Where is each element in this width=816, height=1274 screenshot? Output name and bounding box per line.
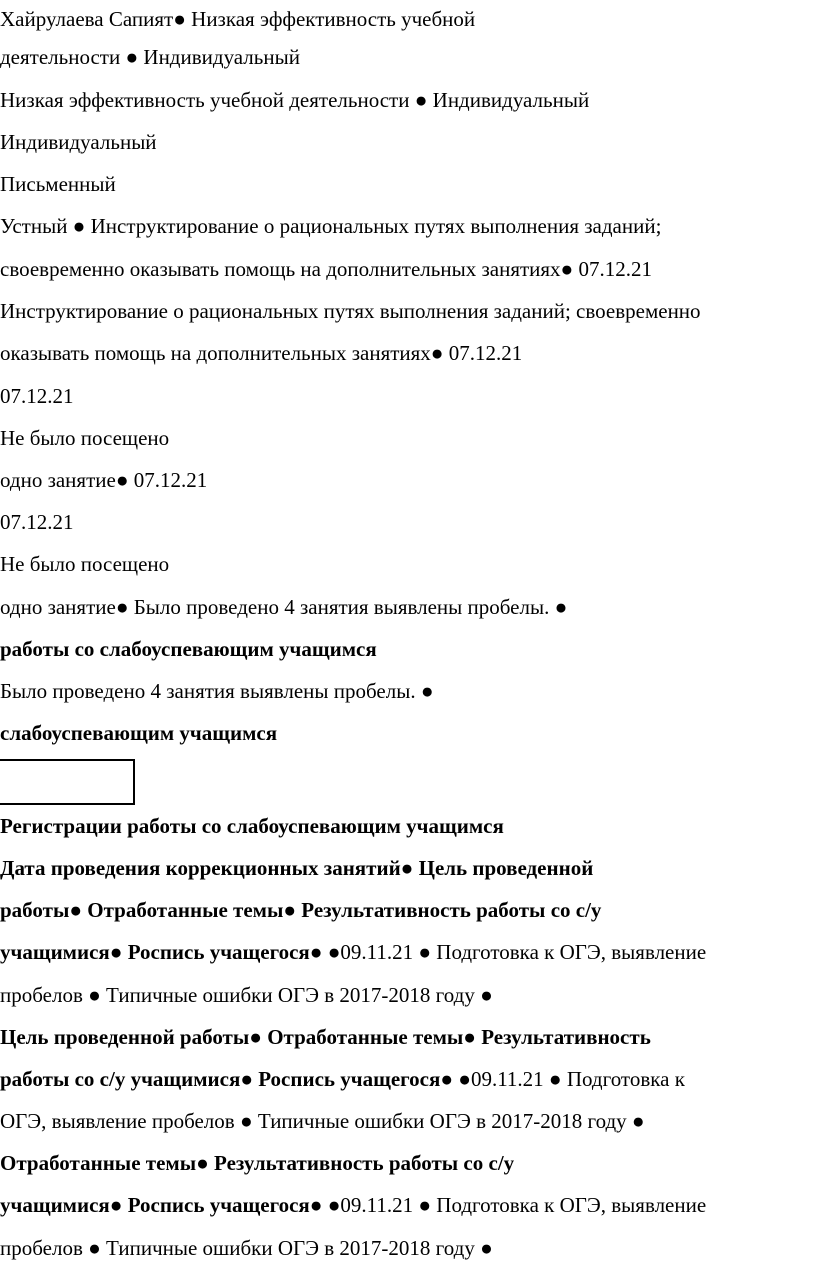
bold-segment: учащимися● Роспись учащегося● [0,1193,328,1217]
text-line [0,1236,493,1260]
text-line: 07.12.21 [0,510,74,534]
bold-line: слабоуспевающим учащимся [0,721,278,745]
normal-segment: пробелов ● Типичные ошибки ОГЭ в 2017-2018 году ● [0,1236,493,1260]
text-line: своевременно оказывать помощь на дополнительных занятиях● 07.12.21 [0,257,652,281]
normal-segment: ●09.11.21 ● Подготовка к ОГЭ, выявление [327,1193,707,1217]
normal-segment: ОГЭ, выявление пробелов ● Типичные ошибки ОГЭ в 2017-2018 году ● [0,1109,645,1133]
normal-segment: ●09.11.21 ● Подготовка к [458,1067,685,1091]
text-line: Хайрулаева Сапият● Низкая эффективность учебной [0,7,476,31]
text-line [0,940,706,964]
bold-segment: учащимися● Роспись учащегося● [0,940,328,964]
text-line: деятельности ● Индивидуальный [0,45,300,69]
text-line: Инструктирование о рациональных путях выполнения заданий; своевременно [0,299,701,323]
bold-segment: работы● Отработанные темы● Результативность работы со с/у [0,898,602,922]
text-line: оказывать помощь на дополнительных занятиях● 07.12.21 [0,341,523,365]
text-line [0,1025,651,1049]
empty-box [0,759,135,805]
text-line: Было проведено 4 занятия выявлены пробелы. ● [0,679,434,703]
text-line: Не было посещено [0,426,170,450]
text-line [0,1067,685,1091]
bold-segment: Отработанные темы● Результативность работы со с/у [0,1151,515,1175]
text-line [0,898,601,922]
bold-line: Дата проведения коррекционных занятий● Цель проведенной [0,856,594,880]
text-line: одно занятие● 07.12.21 [0,468,208,492]
text-line: 07.12.21 [0,384,74,408]
text-line: Письменный [0,172,116,196]
bold-segment: Цель проведенной работы● Отработанные темы● Результативность [0,1025,651,1049]
normal-segment: пробелов ● Типичные ошибки ОГЭ в 2017-2018 году ● [0,983,493,1007]
text-line: Индивидуальный [0,130,157,154]
text-line [0,1151,514,1175]
text-line [0,1193,706,1217]
text-line: одно занятие● Было проведено 4 занятия выявлены пробелы. ● [0,595,568,619]
text-line: Устный ● Инструктирование о рациональных путях выполнения заданий; [0,214,662,238]
bold-line: работы со слабоуспевающим учащимся [0,637,377,661]
text-line: Не было посещено [0,552,170,576]
text-line [0,1109,645,1133]
text-line [0,983,493,1007]
text-line: Низкая эффективность учебной деятельности ● Индивидуальный [0,88,590,112]
bold-segment: работы со с/у учащимися● Роспись учащегося● [0,1067,459,1091]
bold-line: Регистрации работы со слабоуспевающим учащимся [0,814,504,838]
normal-segment: ●09.11.21 ● Подготовка к ОГЭ, выявление [327,940,707,964]
